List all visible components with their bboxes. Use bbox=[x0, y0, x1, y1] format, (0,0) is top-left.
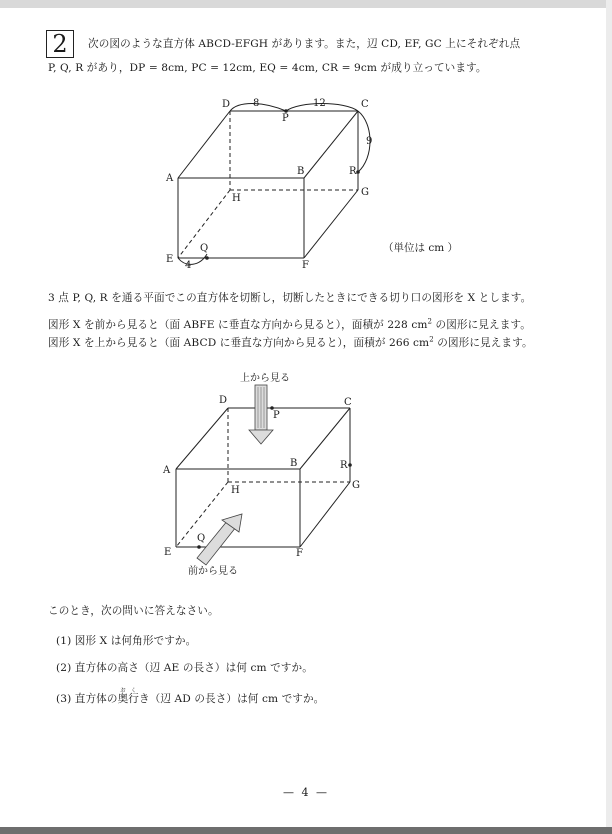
label-from-front: 前から見る bbox=[188, 566, 238, 577]
label-f: F bbox=[302, 260, 309, 271]
unit-note: （単位は cm ） bbox=[383, 242, 459, 254]
fig2-label-h: H bbox=[231, 485, 240, 496]
label-from-top: 上から見る bbox=[240, 373, 290, 384]
label-q: Q bbox=[200, 243, 209, 254]
dim-eq: 4 bbox=[185, 260, 192, 271]
fig2-label-e: E bbox=[164, 547, 172, 558]
label-c: C bbox=[361, 99, 369, 110]
fig2-label-f: F bbox=[296, 548, 303, 559]
body-paragraph-2: 図形 X を前から見ると（面 ABFE に垂直な方向から見ると），面積が 228 $cm^2$ の図形に見えます。 bbox=[48, 317, 531, 331]
fig2-label-d: D bbox=[219, 395, 228, 406]
fig2-label-q: Q bbox=[197, 533, 206, 544]
fig2-label-a: A bbox=[163, 465, 171, 476]
fig2-label-p: P bbox=[273, 410, 280, 421]
dim-dp: 8 bbox=[253, 98, 260, 109]
dim-cr: 9 bbox=[366, 136, 373, 147]
question-1: (1) 図形 X は何角形ですか。 bbox=[56, 635, 197, 647]
intro-line-1: 次の図のような直方体 ABCD-EFGH があります。また，辺 CD, EF, GC 上にそれぞれ点 bbox=[88, 38, 521, 50]
label-h: H bbox=[232, 193, 241, 204]
page-bottom-edge bbox=[0, 827, 612, 834]
fig2-point-q-dot bbox=[197, 545, 201, 549]
intro-line-2: P, Q, R があり，DP = 8cm, PC = 12cm, EQ = 4cm, CR = 9cm が成り立っています。 bbox=[48, 62, 487, 74]
arrow-from-top bbox=[249, 385, 273, 444]
fig2-label-b: B bbox=[290, 458, 298, 469]
label-d: D bbox=[222, 99, 231, 110]
page-number: — 4 — bbox=[283, 786, 329, 799]
label-p: P bbox=[282, 113, 289, 124]
label-b: B bbox=[297, 166, 305, 177]
question-number-box: 2 bbox=[46, 30, 74, 58]
questions-lead: このとき，次の問いに答えなさい。 bbox=[48, 605, 219, 617]
fig2-point-r-dot bbox=[348, 463, 352, 467]
label-a: A bbox=[166, 173, 174, 184]
fig2-label-r: R bbox=[340, 460, 348, 471]
question-2: (2) 直方体の高さ（辺 AE の長さ）は何 cm ですか。 bbox=[56, 662, 313, 674]
label-g: G bbox=[361, 187, 369, 198]
dim-pc: 12 bbox=[313, 98, 326, 109]
body-paragraph-3: 図形 X を上から見ると（面 ABCD に垂直な方向から見ると），面積が 266 $cm^2$ の図形に見えます。 bbox=[48, 335, 533, 349]
question-3: (3) 直方体の奥行おくき（辺 AD の長さ）は何 cm ですか。 bbox=[56, 688, 325, 705]
fig2-label-c: C bbox=[344, 397, 352, 408]
label-e: E bbox=[166, 254, 174, 265]
fig2-label-g: G bbox=[352, 480, 360, 491]
label-r: R bbox=[349, 166, 357, 177]
body-paragraph-1: 3 点 P, Q, R を通る平面でこの直方体を切断し，切断したときにできる切り口の図形を X とします。 bbox=[48, 292, 532, 304]
